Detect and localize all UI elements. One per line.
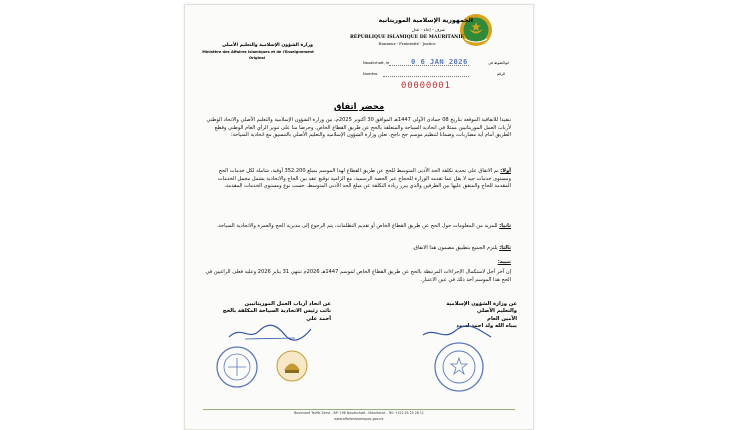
clause-second-label: ثانيا: bbox=[499, 223, 511, 229]
federation-stamp-icon bbox=[215, 345, 259, 389]
ministry-name-ar: وزارة الشؤون الإسلامية والتعليم الأصلي bbox=[222, 43, 313, 48]
clause-second bbox=[205, 223, 511, 231]
document-title: محضر اتفاق bbox=[333, 101, 385, 111]
clause-third-text: يلتزم الجميع بتطبيق مضمون هذا الاتفاق. bbox=[412, 245, 498, 251]
number-field-line bbox=[383, 76, 469, 77]
ministry-name-fr: Ministère des Affaires Islamiques et de l'Enseignement bbox=[202, 50, 314, 54]
clause-third-label: ثالثا: bbox=[499, 245, 511, 251]
signature-right-icon bbox=[417, 323, 497, 343]
signatory-ministry-line: والتعليم الأصلي bbox=[476, 308, 517, 315]
clause-third bbox=[205, 245, 511, 253]
signatory-employers bbox=[203, 301, 331, 323]
signatory-ministry-line: عن وزارة الشؤون الإسلامية bbox=[446, 301, 517, 307]
signatory-employers-line: نائب رئيس الاتحادية السياحة المكلفة بالحج bbox=[222, 308, 331, 315]
note-label: تنبيه: bbox=[497, 259, 511, 265]
motto-ar: شرف - إخاء - عدل bbox=[411, 27, 445, 32]
footer-address: Boulevard Tevfik Zeina - BP: 196 Nouakchott - Mauritanie - Tél: +222 45 25 28 11 bbox=[294, 411, 424, 415]
signatory-ministry-line: الأمين العام bbox=[487, 315, 517, 322]
clause-second-text: للمزيد من المعلومات حول الحج عن طريق القطاع الخاص أو تقديم التظلمات، يتم الرجوع إلى مديرية الحج والعمرة والاتحادية السياحة. bbox=[216, 223, 498, 229]
signature-left-icon bbox=[225, 323, 315, 343]
original-label: Original bbox=[248, 56, 266, 60]
tourism-logo-icon bbox=[275, 349, 309, 383]
clause-first-text: تم الاتفاق على تحديد تكلفة الحد الأدنى المتوسط للحج عن طريق القطاع لهذا الموسم بمبلغ 352.200 أوقية، شاملة لكل خدمات الحج ومستوى خدمات جيد لا يقل عما تقدمه الوزارة للحجاج عبر الحصة الرسمية، مع الزامية توقيع عقد بين الحاج والاتحادية يشمل مجمل الخدمات المقدمة للحاج والمتفق عليها بين الطرفين والذي يبرر زيادة التكلفة عن مبلغ الحد الأدنى المتوسط، حسب نوع ومستوى الخدمات المقدمة. bbox=[217, 168, 511, 190]
serial-number: 00000001 bbox=[401, 81, 451, 91]
footer-website: www.affairesislamiques.gov.mr bbox=[334, 417, 384, 421]
motto-fr: Honneur - Fraternité - Justice bbox=[378, 41, 436, 46]
note-text: إن آخر أجل لاستكمال الإجراءات المرتبطة بالحج عن طريق القطاع الخاص لموسم 1447هـ 2026م تنتهي 31 يناير 2026 وعليه فعلى الراغبين في الحج هذا الموسم أخذ ذلك في عين الاعتبار. bbox=[205, 269, 511, 283]
ministry-stamp-icon bbox=[433, 341, 485, 393]
clause-first bbox=[205, 168, 511, 191]
republic-name-ar: الجمهورية الإسلامية الموريتانية bbox=[378, 17, 473, 24]
intro-paragraph: تنفيذا للاتفاقية الموقعة بتاريخ 08 جمادى الأولى 1447هـ الموافق 30 أكتوبر 2025م، بين وزارة الشؤون الإسلامية والتعليم الأصلي والاتحاد الوطني لأرباب العمل الموريتانيين ممثلا في اتحادية السياحة والمتعلقة بالحج عن طريق القطاع الخاص، وحرصا منا على تنوير الرأي العام الوطني وقطع الطريق أمام أية مضاربات، وضمانا لتنظيم موسم حج ناجح، تعلن وزارة الشؤون الإسلامية والتعليم الأصلي بالتنسيق مع اتحادية السياحة: bbox=[206, 117, 511, 139]
number-field-label-ar: الرقم bbox=[496, 72, 505, 76]
signatory-employers-line: عن اتحاد أرباب العمل الموريتانيين bbox=[244, 301, 331, 307]
signatory-ministry-line: بيباه الله ولد احمد لسود bbox=[456, 323, 517, 330]
document-page bbox=[184, 4, 534, 430]
clause-first-label: أولا: bbox=[500, 168, 511, 174]
footer-divider bbox=[203, 409, 515, 410]
date-stamp: 0 6 JAN 2026 bbox=[411, 57, 468, 66]
signatory-employers-line: أحمد علي bbox=[306, 315, 331, 322]
number-field-label: Numéro bbox=[363, 72, 378, 76]
republic-name-fr: RÉPUBLIQUE ISLAMIQUE DE MAURITANIE bbox=[349, 35, 465, 40]
date-field-label-ar: انواكشوط في bbox=[488, 61, 509, 65]
date-field-label: Nouakchott, le bbox=[363, 61, 390, 65]
